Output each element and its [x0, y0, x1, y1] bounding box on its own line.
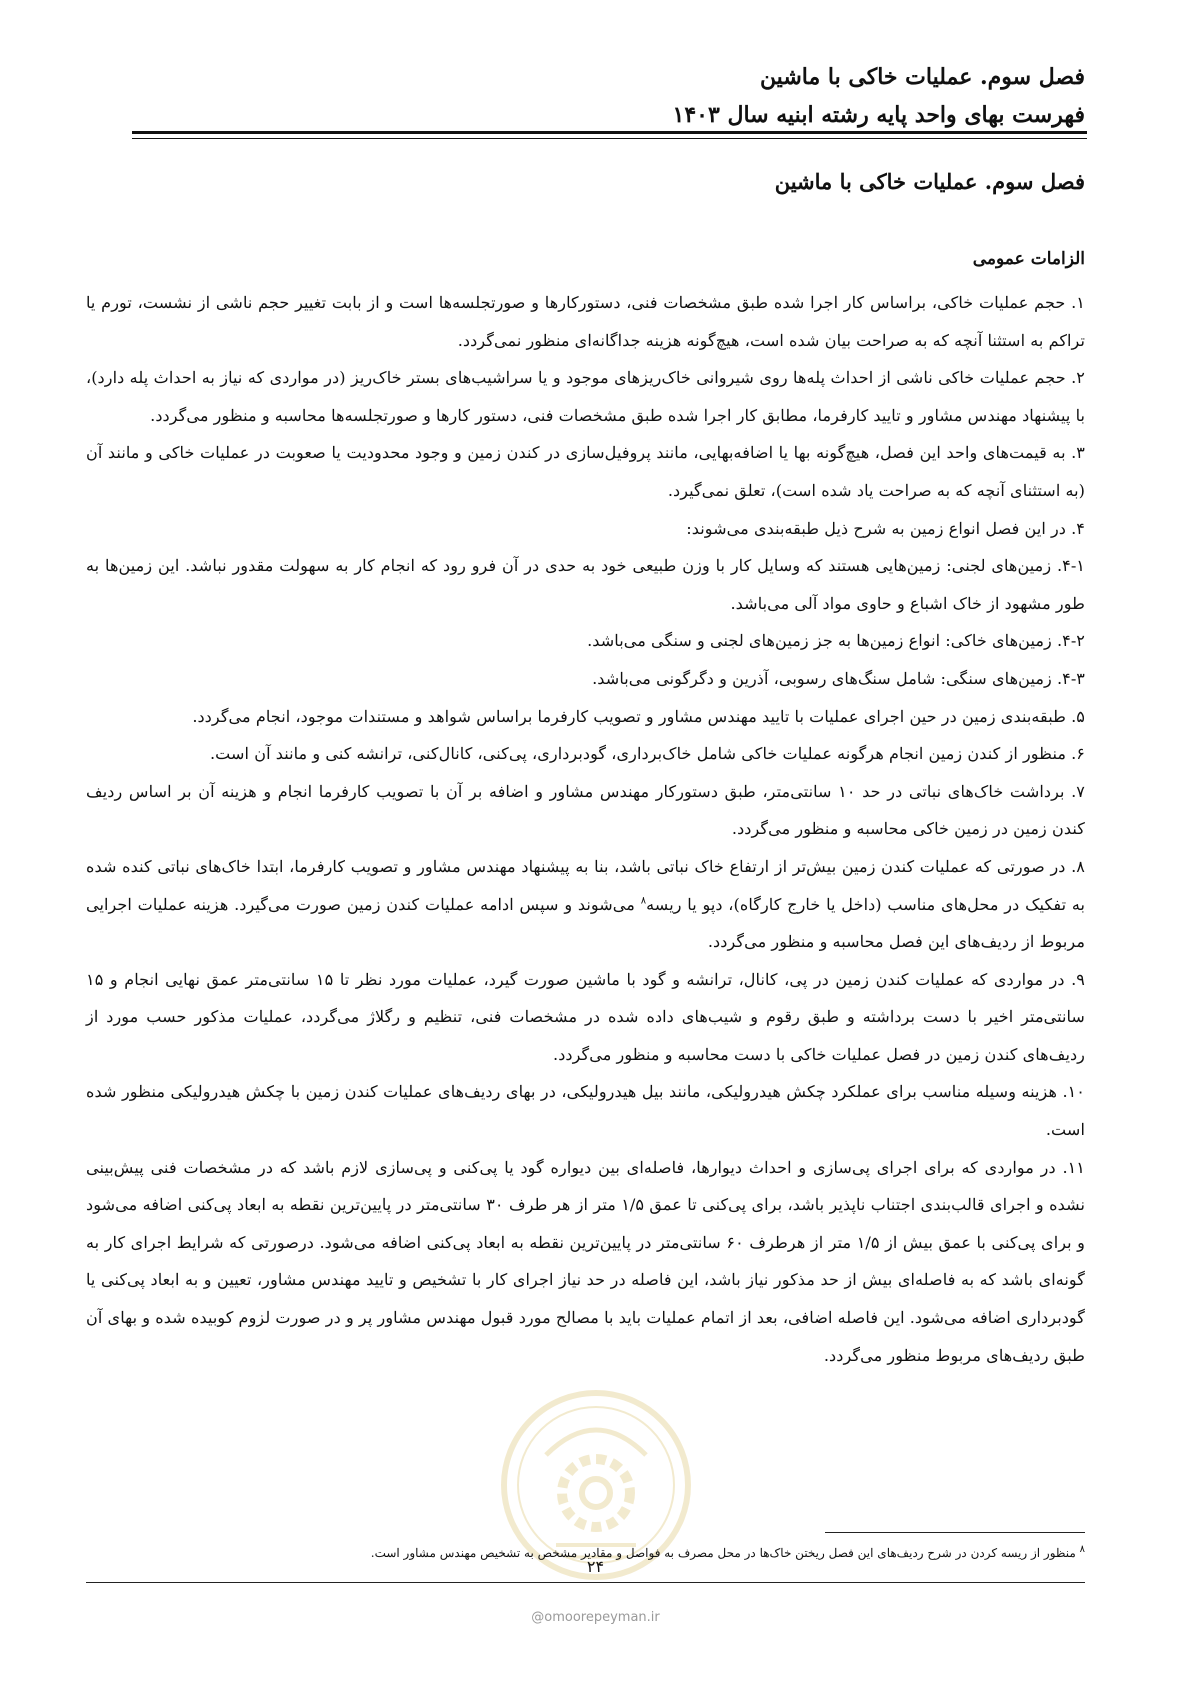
- footer-rule: [86, 1582, 1085, 1583]
- running-header: [132, 58, 1085, 134]
- body-text: [86, 284, 1085, 1374]
- paragraph-1: ۱. حجم عملیات خاکی، براساس کار اجرا شده طبق مشخصات فنی، دستورکارها و صورتجلسه‌ها است و از بابت تغییر حجم ناشی از نشست، تورم یا تراکم به استثنا آنچه که به صراحت بیان شده است، هیچ‌گونه هزینه جداگانه‌ای منظور نمی‌گردد.: [86, 293, 1085, 350]
- footnote-reference[interactable]: ۸: [640, 895, 647, 907]
- site-watermark-text: @omoorepeyman.ir: [531, 1610, 660, 1625]
- paragraph-8-part-b: می‌شوند و سپس ادامه عملیات کندن زمین صورت می‌گیرد. هزینه عملیات اجرایی مربوط از ردیف‌های این فصل محاسبه و منظور می‌گردد.: [86, 894, 1085, 952]
- paragraph-4-2: ۴-۲. زمین‌های خاکی: انواع زمین‌ها به جز زمین‌های لجنی و سنگی می‌باشد.: [587, 631, 1085, 651]
- paragraph-2: ۲. حجم عملیات خاکی ناشی از احداث پله‌ها روی شیروانی خاک‌ریزهای موجود و یا سراشیب‌های بستر خاک‌ریز (در مواردی که نیاز به احداث پله دارد)، با پیشنهاد مهندس مشاور و تایید کارفرما، مطابق کار اجرا شده طبق مشخصات فنی، دستور کارها و صورتجلسه‌ها محاسبه و منظور می‌گردد.: [86, 368, 1085, 425]
- paragraph-7: ۷. برداشت خاک‌های نباتی در حد ۱۰ سانتی‌متر، طبق دستورکار مهندس مشاور و اضافه بر آن با تصویب کارفرما انجام و هزینه آن بر اساس ردیف کندن زمین در زمین خاکی محاسبه و منظور می‌گردد.: [86, 781, 1085, 839]
- section-title: فصل سوم. عملیات خاکی با ماشین: [774, 169, 1085, 194]
- paragraph-4-3: ۴-۳. زمین‌های سنگی: شامل سنگ‌های رسوبی، آذرین و دگرگونی می‌باشد.: [592, 668, 1085, 688]
- paragraph-4-1: ۴-۱. زمین‌های لجنی: زمین‌هایی هستند که وسایل کار با وزن طبیعی خود به حدی در آن فرو رود که انجام کار به سهولت مقدور نباشد. این زمین‌ها به طور مشهود از خاک اشباع و حاوی مواد آلی می‌باشد.: [86, 556, 1085, 613]
- page-number: ۲۴: [586, 1557, 605, 1576]
- paragraph-8-part-a: ۸. در صورتی که عملیات کندن زمین بیش‌تر از ارتفاع خاک نباتی باشد، بنا به پیشنهاد مهندس مشاور و تصویب کارفرما، ابتدا خاک‌های نباتی کنده شده به تفکیک در محل‌های مناسب (داخل یا خارج کارگاه)، دپو یا ریسه: [86, 856, 1086, 914]
- paragraph-9: ۹. در مواردی که عملیات کندن زمین در پی، کانال، ترانشه و گود با ماشین صورت گیرد، عملیات مورد نظر تا ۱۵ سانتی‌متر عمق نهایی انجام و ۱۵ سانتی‌متر اخیر با دست برداشته و طبق رقوم و شیب‌های داده شده در مشخصات فنی، تنظیم و رگلاژ می‌گردد، عملیات مذکور حسب مورد از ردیف‌های کندن زمین در فصل عملیات خاکی با دست محاسبه و منظور می‌گردد.: [86, 969, 1085, 1064]
- footnote-text: منظور از ریسه کردن در شرح ردیف‌های این فصل ریختن خاک‌ها در محل مصرف به فواصل و مقادیر مشخص به تشخیص مهندس مشاور است.: [370, 1546, 1080, 1560]
- header-subtitle: فهرست بهای واحد پایه رشته ابنیه سال ۱۴۰۳: [672, 102, 1085, 128]
- paragraph-11: ۱۱. در مواردی که برای اجرای پی‌سازی و احداث دیوارها، فاصله‌ای بین دیواره گود یا پی‌کنی و پی‌سازی لازم باشد که در مشخصات فنی پیش‌بینی نشده و اجرای قالب‌بندی اجتناب ناپذیر باشد، برای پی‌کنی تا عمق ۱/۵ متر از هر طرف ۳۰ سانتی‌متر در پایین‌ترین نقطه به ابعاد پی‌کنی اضافه می‌شود و برای پی‌کنی با عمق بیش از ۱/۵ متر از هرطرف ۶۰ سانتی‌متر در پایین‌ترین نقطه به ابعاد پی‌کنی اضافه می‌شود. درصورتی که شرایط اجرای کار به گونه‌ای باشد که به فاصله‌ای بیش از حد مذکور نیاز باشد، این فاصله در حد نیاز اجرای کار با تشخیص و تایید مهندس مشاور، تعیین و به ابعاد پی‌کنی یا گودبرداری اضافه می‌شود. این فاصله اضافی، بعد از اتمام عملیات باید با مصالح مورد قبول مهندس مشاور پر و در صورت لزوم کوبیده شده و بهای آن طبق ردیف‌های مربوط منظور می‌گردد.: [86, 1157, 1086, 1365]
- paragraph-8: [86, 848, 1085, 961]
- subheading-general-requirements: الزامات عمومی: [972, 249, 1085, 269]
- header-rule-thin: [132, 138, 1087, 139]
- paragraph-3: ۳. به قیمت‌های واحد این فصل، هیچ‌گونه بها یا اضافه‌بهایی، مانند پروفیل‌سازی در کندن زمین و وجود محدودیت یا صعوبت در عملیات خاکی و مانند آن (به استثنای آنچه که به صراحت یاد شده است)، تعلق نمی‌گیرد.: [86, 443, 1085, 500]
- paragraph-10: ۱۰. هزینه وسیله مناسب برای عملکرد چکش هیدرولیکی، مانند بیل هیدرولیکی، در بهای ردیف‌های عملیات کندن زمین با چکش هیدرولیکی منظور شده است.: [86, 1082, 1085, 1140]
- paragraph-4: ۴. در این فصل انواع زمین به شرح ذیل طبقه‌بندی می‌شوند:: [686, 518, 1085, 538]
- footnote-rule: [825, 1532, 1085, 1533]
- header-rule-thick: [132, 131, 1087, 134]
- paragraph-5: ۵. طبقه‌بندی زمین در حین اجرای عملیات با تایید مهندس مشاور و تصویب کارفرما براساس شواهد و مستندات موجود، انجام می‌گردد.: [192, 706, 1085, 726]
- paragraph-6: ۶. منظور از کندن زمین انجام هرگونه عملیات خاکی شامل خاک‌برداری، گودبرداری، پی‌کنی، کانال‌کنی، ترانشه کنی و مانند آن است.: [209, 744, 1085, 764]
- footnote-marker: ۸: [1079, 1544, 1085, 1555]
- header-chapter: فصل سوم. عملیات خاکی با ماشین: [759, 64, 1085, 90]
